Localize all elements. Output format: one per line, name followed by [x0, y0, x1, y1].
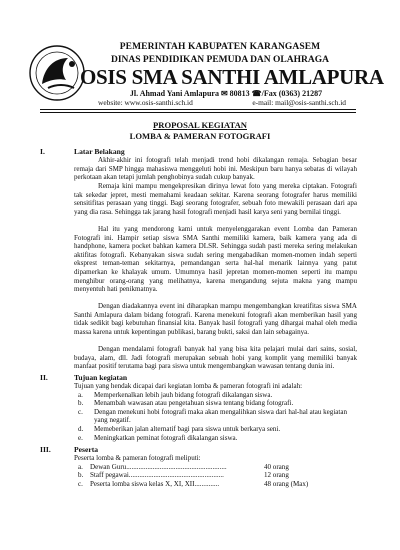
paragraph: Dengan diadakannya event ini diharapkan mampu mengembangkan kreatifitas siswa SMA Santhi Amlapura dalam bidang fotografi. Karena menekuni fotografi akan memberikan hasil yang tidak sedikit bagi kebutuhan finansial kita. Banyak hasil fotografi yang dihargai mahal oleh media massa karena untuk kepentingan publikasi, barang bukti, saksi dan lain sebagainya.: [74, 302, 357, 336]
letterhead-address: Jl. Ahmad Yani Amlapura ✉ 80813 ☎/Fax (0363) 21287: [129, 89, 323, 98]
letterhead-website: website: www.osis-santhi.sch.id: [98, 98, 193, 107]
objectives-list: [74, 382, 357, 442]
participant-name: Dewan Guru.........................................................: [90, 462, 227, 471]
list-item: [74, 391, 357, 400]
list-intro: Peserta lomba & pameran fotografi meliputi:: [74, 454, 201, 462]
participant-row: [74, 480, 357, 489]
list-intro: Tujuan yang hendak dicapai dari kegiatan lomba & pameran fotografi ini adalah:: [74, 382, 303, 390]
document-title: PROPOSAL KEGIATAN: [153, 120, 247, 130]
participant-count: 48 orang (Max): [264, 479, 309, 488]
letterhead-school-name: OSIS SMA SANTHI AMLAPURA: [80, 65, 384, 89]
paragraph: Hal itu yang mendorong kami untuk menyelenggarakan event Lomba dan Pameran Fotografi ini. Hampir setiap siswa SMA Santhi memiliki kamera, baik kamera yang ada di handphone, kamera pocket bahkan kamera DLSR. Sehingga sudah pasti mereka sering melakukan aktifitas fotografi. Kebanyakan siswa sudah sering mengabadikan momen-momen indah seperti eksprest teman-teman sekitarnya, pemandangan serta hal-hal menarik lainnya yang patut dipamerkan ke khalayak umum. Umumnya hasil jepretan momen-momen seperti itu mampu menghibur orang-orang yang melihatnya, karena mengandung sejuta makna yang mampu menyentuh hati penikmatnya.: [74, 225, 357, 294]
list-item-label: a.: [78, 462, 83, 471]
paragraph: Remaja kini mampu mengekpresikan dirinya lewat foto yang mereka ciptakan. Fotografi tak sekedar jepret, mesti memahami keadaan sekitar. Karena seorang fotografer harus memiliki sensitifitas perasaan yang tinggi. Bagi seorang fotografer, sebuah foto mewakili perasaan dari apa yang dia rasa. Sehingga tak jarang hasil fotografi menjadi hasil karya seni yang bernilai tinggi.: [74, 182, 357, 216]
list-item-label: d.: [78, 424, 84, 433]
participants-list: [74, 454, 357, 488]
list-item-text: Memeberikan jalan alternatif bagi para siswa untuk berkarya seni.: [94, 424, 281, 433]
list-item-label: c.: [78, 407, 83, 416]
school-logo: [28, 44, 86, 102]
participant-name: Peserta lomba siswa kelas X, XI, XII..............: [90, 479, 220, 488]
participant-count: 12 orang: [264, 471, 289, 480]
participant-row: [74, 463, 357, 472]
list-item-label: b.: [78, 471, 84, 480]
letterhead-government: PEMERINTAH KABUPATEN KARANGASEM: [119, 42, 321, 52]
letterhead-rule-thick: [40, 109, 356, 110]
list-item-text: Dengan menekuni hobi fotografi maka akan mengalihkan siswa dari hal-hal atau kegiatan yang negatif.: [94, 407, 348, 425]
list-item-label: b.: [78, 399, 84, 408]
section-heading: Tujuan kegiatan: [74, 373, 128, 382]
participant-row: [74, 471, 357, 480]
section-heading: Latar Belakang: [74, 147, 125, 156]
document-subtitle: LOMBA & PAMERAN FOTOGRAFI: [129, 131, 271, 141]
list-item: [74, 399, 357, 408]
section-heading: Peserta: [74, 445, 99, 454]
list-item-text: Menambah wawasan atau pengetahuan siswa tentang bidang fotografi.: [94, 399, 294, 408]
paragraph: Akhir-akhir ini fotografi telah menjadi trend hobi dikalangan remaja. Sebagian besar remaja dari SMP hingga mahasiswa menggeluti hobi ini. Meskipun baru hanya sebatas di wilayah perkotaan akan tetapi jumlah penghobinya sudah cukup banyak.: [74, 156, 357, 182]
section-number: III.: [40, 445, 51, 454]
letterhead-email: e-mail: mail@osis-santhi.sch.id: [252, 98, 346, 107]
participant-count: 40 orang: [264, 462, 289, 471]
section-number: I.: [40, 147, 45, 156]
list-item-text: Meningkatkan peminat fotografi dikalangan siswa.: [94, 433, 238, 442]
list-item-label: e.: [78, 433, 83, 442]
paragraph: Dengan mendalami fotografi banyak hal yang bisa kita pelajari mulai dari sains, sosial, budaya, alam, dll. Jadi fotografi merupakan sebuah hobi yang komplit yang memiliki banyak manfaat positif terutama bagi para siswa untuk mengembangkan wawasan tentang dunia ini.: [74, 345, 357, 371]
section-number: II.: [40, 373, 48, 382]
list-item-text: Memperkenalkan lebih jauh bidang fotografi dikalangan siswa.: [94, 390, 273, 399]
list-item: [74, 434, 357, 443]
letterhead-department: DINAS PENDIDIKAN PEMUDA DAN OLAHRAGA: [111, 55, 329, 65]
participant-name: Staff pegawai......................................................: [90, 471, 224, 480]
list-item-label: a.: [78, 390, 83, 399]
letterhead-rule-thin: [40, 112, 356, 113]
list-item-label: c.: [78, 479, 83, 488]
letterhead-contacts: [98, 98, 346, 107]
list-item: [74, 408, 357, 425]
list-item: [74, 425, 357, 434]
